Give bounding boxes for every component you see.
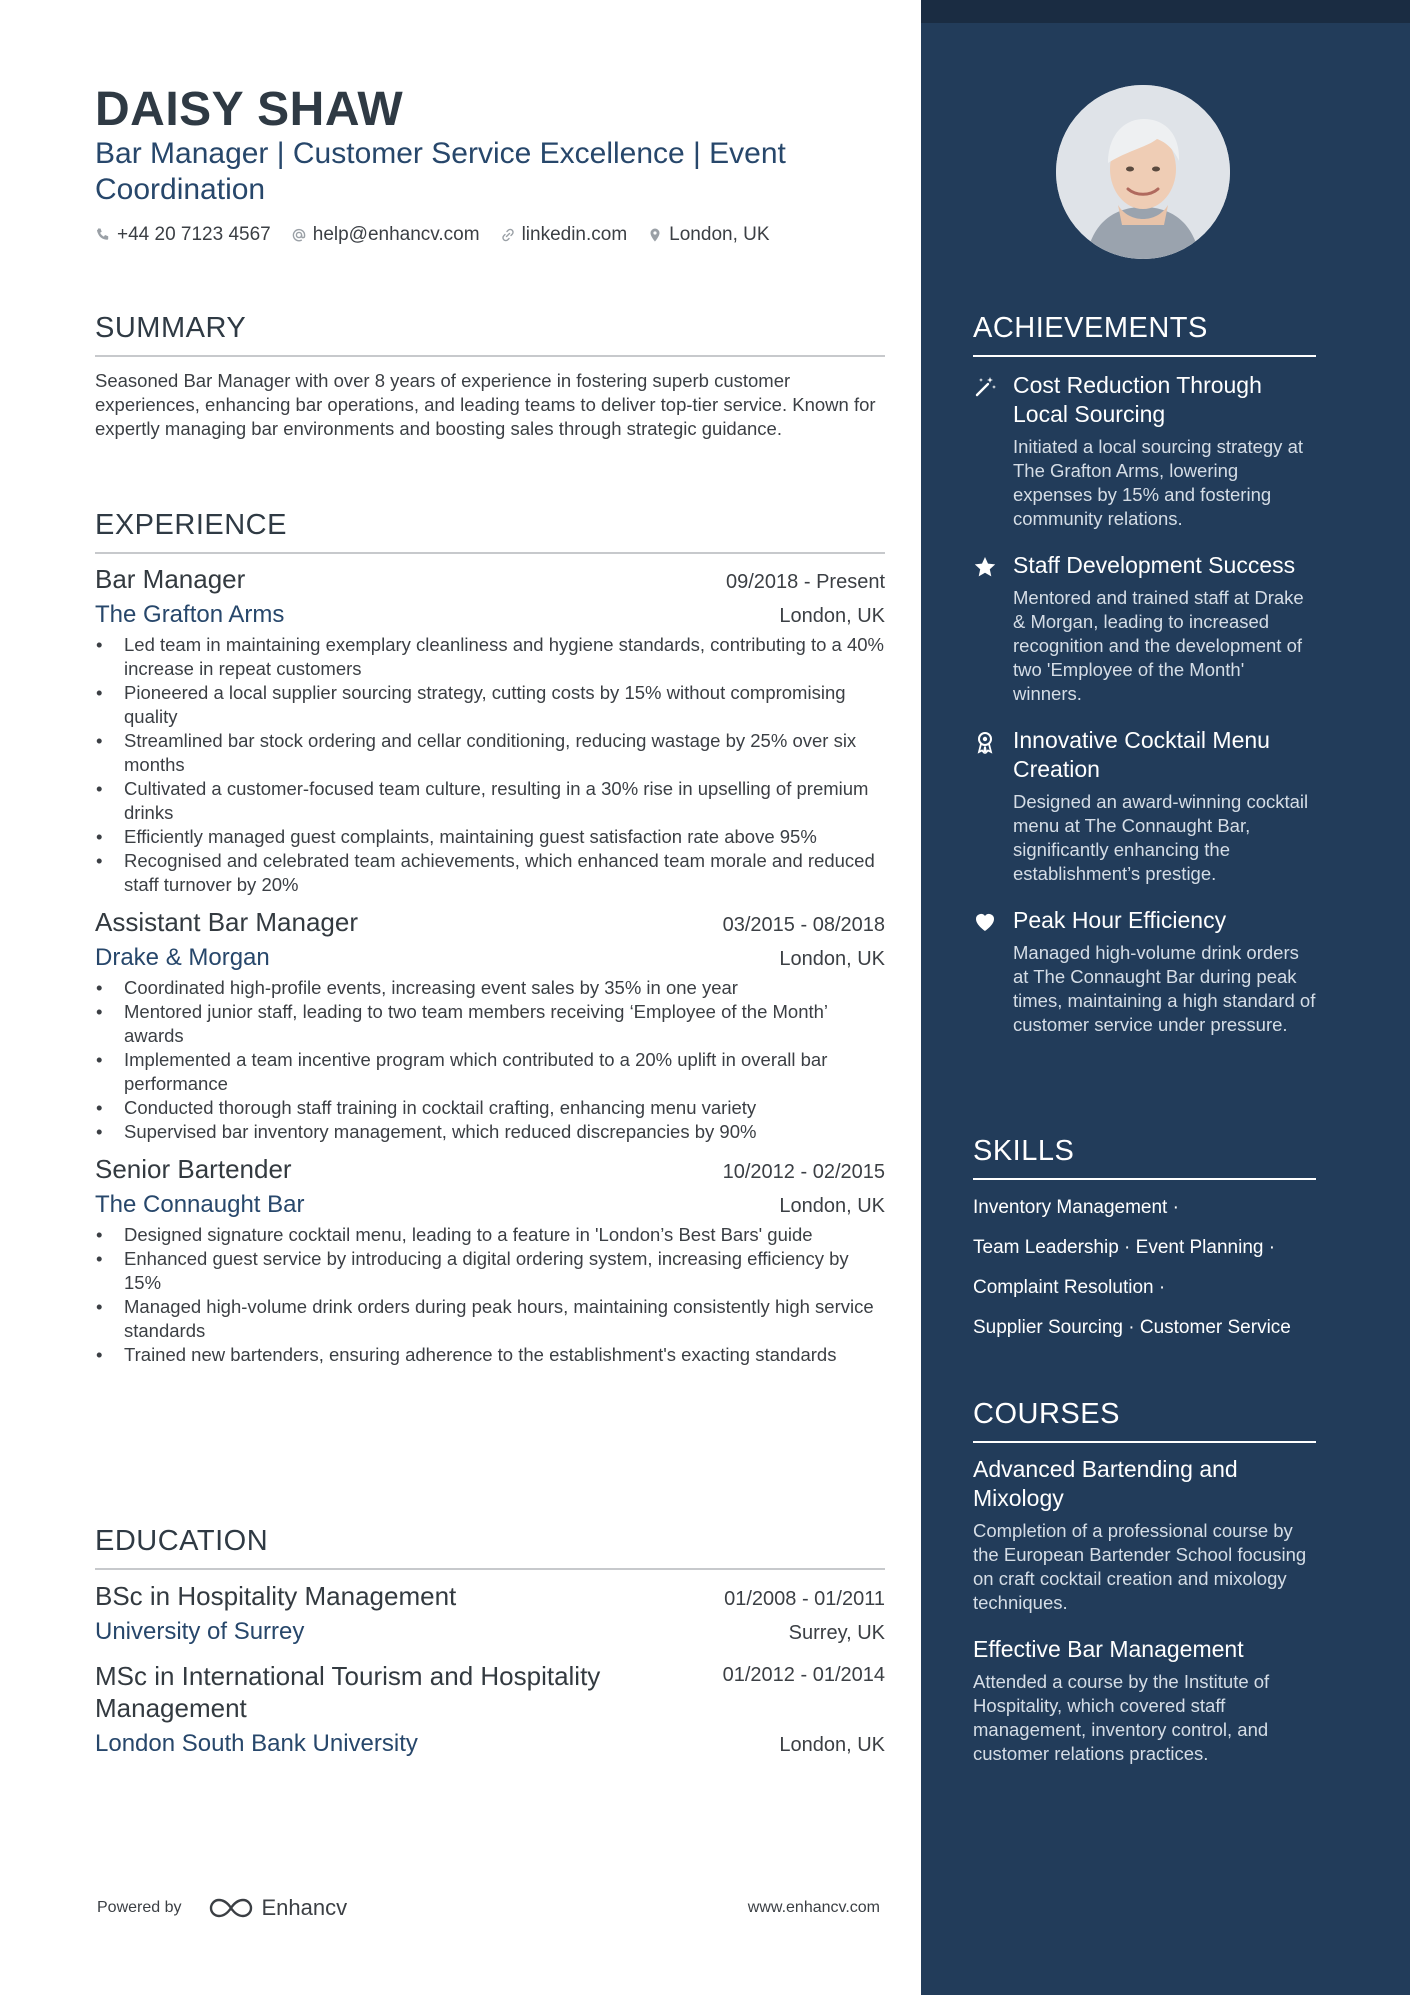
edu-degree: MSc in International Tourism and Hospitality Management [95, 1661, 601, 1723]
at-icon [291, 227, 307, 243]
achievement-item [973, 726, 1316, 886]
bullet-item: • Efficiently managed guest complaints, maintaining guest satisfaction rate above 95% [95, 825, 885, 849]
experience-title: EXPERIENCE [95, 509, 885, 554]
bullet-item: • Trained new bartenders, ensuring adherence to the establishment's exacting standards [95, 1343, 885, 1367]
contact-phone[interactable] [95, 224, 271, 246]
magic-wand-icon [973, 375, 997, 399]
award-icon [973, 730, 997, 754]
skill-line: Inventory Management · [973, 1197, 1179, 1218]
footer [97, 1895, 880, 1921]
bullet-item: • Supervised bar inventory management, which reduced discrepancies by 90% [95, 1120, 885, 1144]
job-bullets [95, 633, 885, 897]
course-desc: Attended a course by the Institute of Hospitality, which covered staff management, inventory control, and customer relations practices. [973, 1671, 1270, 1764]
achievement-title: Peak Hour Efficiency [1013, 907, 1227, 933]
edu-dates: 01/2008 - 01/2011 [724, 1588, 885, 1610]
linkedin-text: linkedin.com [521, 224, 628, 245]
job-role: Assistant Bar Manager [95, 907, 359, 937]
edu-school: London South Bank University [95, 1730, 418, 1757]
course-item [973, 1455, 1316, 1615]
job-entry [95, 907, 885, 1144]
achievements-title: ACHIEVEMENTS [973, 312, 1316, 357]
achievement-item [973, 371, 1316, 531]
job-location: London, UK [779, 948, 885, 970]
job-dates: 09/2018 - Present [726, 571, 885, 593]
edu-location: Surrey, UK [788, 1622, 885, 1644]
edu-degree: BSc in Hospitality Management [95, 1581, 457, 1611]
summary-section [95, 312, 885, 441]
bullet-item: • Pioneered a local supplier sourcing strategy, cutting costs by 15% without compromising quality [95, 681, 885, 729]
contact-email[interactable] [291, 224, 480, 246]
contact-linkedin[interactable] [500, 224, 628, 246]
headline: Bar Manager | Customer Service Excellence | Event Coordination [95, 137, 786, 206]
achievement-title: Cost Reduction Through Local Sourcing [1013, 372, 1262, 427]
job-bullets [95, 1223, 885, 1367]
summary-title: SUMMARY [95, 312, 885, 357]
footer-site-link[interactable]: www.enhancv.com [747, 1899, 880, 1916]
star-icon [973, 555, 997, 579]
bullet-item: • Mentored junior staff, leading to two team members receiving ‘Employee of the Month’ awards [95, 1000, 885, 1048]
skills-list [973, 1196, 1316, 1340]
job-company: The Grafton Arms [95, 601, 285, 628]
achievement-title: Innovative Cocktail Menu Creation [1013, 727, 1270, 782]
achievement-desc: Initiated a local sourcing strategy at The Grafton Arms, lowering expenses by 15% and fostering community relations. [1013, 436, 1303, 529]
bullet-item: • Cultivated a customer-focused team culture, resulting in a 30% rise in upselling of premium drinks [95, 777, 885, 825]
bullet-item: • Managed high-volume drink orders during peak hours, maintaining consistently high service standards [95, 1295, 885, 1343]
job-dates: 10/2012 - 02/2015 [722, 1161, 885, 1183]
edu-location: London, UK [779, 1734, 885, 1756]
achievement-title: Staff Development Success [1013, 552, 1296, 578]
education-entry [95, 1660, 885, 1758]
job-location: London, UK [779, 1195, 885, 1217]
bullet-item: • Streamlined bar stock ordering and cellar conditioning, reducing wastage by 25% over six months [95, 729, 885, 777]
education-title: EDUCATION [95, 1525, 885, 1570]
contact-location [647, 224, 769, 246]
candidate-name: DAISY SHAW [95, 83, 404, 136]
experience-section [95, 509, 885, 1367]
brand-logo[interactable] [208, 1895, 348, 1921]
achievement-desc: Designed an award-winning cocktail menu at The Connaught Bar, significantly enhancing the establishment’s prestige. [1013, 791, 1309, 884]
email-text: help@enhancv.com [312, 224, 480, 245]
courses-title: COURSES [973, 1398, 1316, 1443]
bullet-item: • Enhanced guest service by introducing a digital ordering system, increasing efficiency by 15% [95, 1247, 885, 1295]
bullet-item: • Implemented a team incentive program which contributed to a 20% uplift in overall bar performance [95, 1048, 885, 1096]
location-icon [647, 227, 663, 243]
bullet-item: • Led team in maintaining exemplary cleanliness and hygiene standards, contributing to a 40% increase in repeat customers [95, 633, 885, 681]
job-bullets [95, 976, 885, 1144]
job-role: Senior Bartender [95, 1154, 292, 1184]
job-dates: 03/2015 - 08/2018 [722, 914, 885, 936]
edu-dates: 01/2012 - 01/2014 [722, 1664, 885, 1686]
skill-line: Team Leadership · Event Planning · [973, 1237, 1276, 1258]
bullet-item: • Conducted thorough staff training in cocktail crafting, enhancing menu variety [95, 1096, 885, 1120]
achievement-item [973, 551, 1316, 706]
phone-text: +44 20 7123 4567 [117, 224, 271, 245]
job-entry [95, 564, 885, 897]
location-text: London, UK [669, 224, 770, 245]
course-desc: Completion of a professional course by the European Bartender School focusing on craft cocktail creation and mixology techniques. [973, 1520, 1307, 1613]
job-entry [95, 1154, 885, 1367]
summary-text: Seasoned Bar Manager with over 8 years of experience in fostering superb customer experiences, enhancing bar operations, and leading teams to deliver top-tier service. Known for expertly managing bar environments and boosting sales through strategic guidance. [95, 370, 876, 439]
contact-bar [95, 224, 770, 246]
job-company: Drake & Morgan [95, 944, 270, 971]
course-title: Effective Bar Management [973, 1636, 1244, 1662]
brand-name: Enhancv [261, 1895, 348, 1920]
bullet-item: • Recognised and celebrated team achievements, which enhanced team morale and reduced staff turnover by 20% [95, 849, 885, 897]
job-company: The Connaught Bar [95, 1191, 305, 1218]
heart-icon [973, 910, 997, 934]
edu-school: University of Surrey [95, 1618, 305, 1645]
phone-icon [95, 227, 111, 243]
achievement-item [973, 906, 1316, 1037]
skills-title: SKILLS [973, 1135, 1316, 1180]
education-section [95, 1525, 885, 1758]
bullet-item: • Coordinated high-profile events, increasing event sales by 35% in one year [95, 976, 885, 1000]
achievement-desc: Managed high-volume drink orders at The Connaught Bar during peak times, maintaining a high standard of customer service under pressure. [1013, 942, 1316, 1035]
infinity-logo-icon [208, 1896, 254, 1920]
powered-by [97, 1895, 347, 1921]
powered-by-label: Powered by [97, 1899, 182, 1916]
achievement-desc: Mentored and trained staff at Drake & Morgan, leading to increased recognition and the development of two 'Employee of the Month' winners. [1013, 587, 1304, 704]
link-icon [500, 227, 516, 243]
skill-line: Supplier Sourcing · Customer Service [973, 1317, 1291, 1338]
course-item [973, 1635, 1316, 1766]
sidebar [921, 0, 1410, 1995]
bullet-item: • Designed signature cocktail menu, leading to a feature in 'London’s Best Bars' guide [95, 1223, 885, 1247]
portrait-avatar [1056, 85, 1230, 259]
course-title: Advanced Bartending and Mixology [973, 1456, 1238, 1511]
job-role: Bar Manager [95, 564, 246, 594]
skills-section [973, 1135, 1316, 1340]
education-entry [95, 1580, 885, 1646]
profile-photo [1056, 85, 1230, 259]
job-location: London, UK [779, 605, 885, 627]
sidebar-top-strip [921, 0, 1410, 23]
achievements-section [973, 312, 1316, 1037]
skill-line: Complaint Resolution · [973, 1277, 1166, 1298]
courses-section [973, 1398, 1316, 1766]
